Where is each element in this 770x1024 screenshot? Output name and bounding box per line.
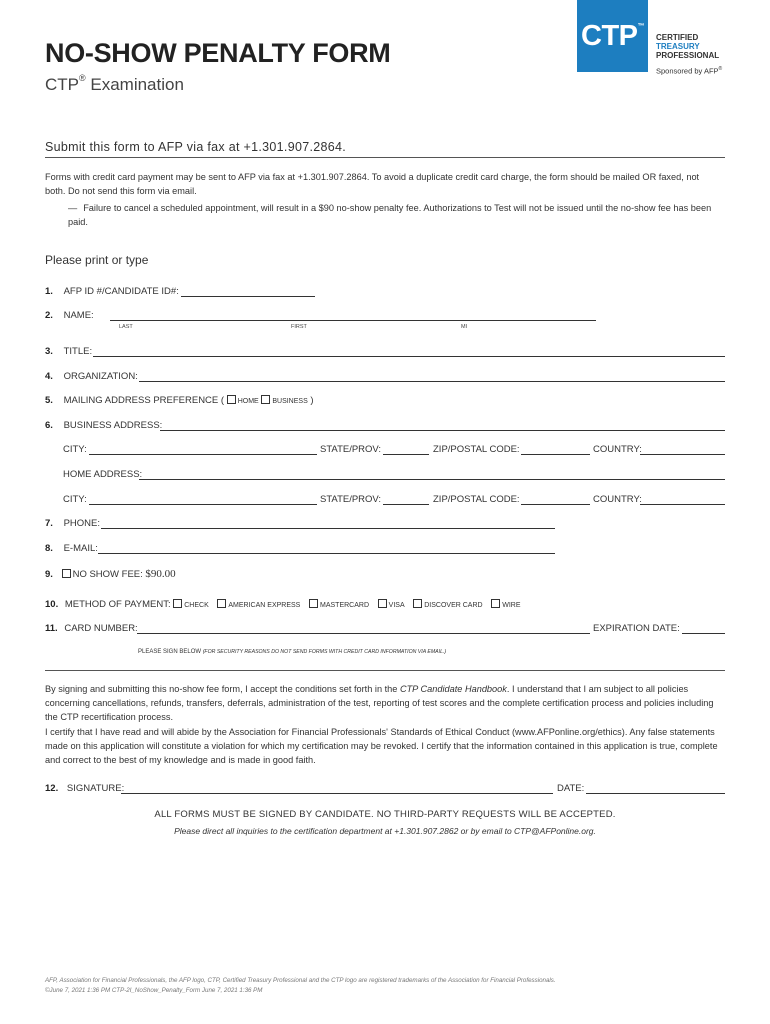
business-state-input[interactable] (383, 444, 429, 455)
form-version: ©June 7, 2021 1:36 PM CTP-2I_NoShow_Penalty_Form June 7, 2021 1:36 PM (45, 987, 263, 994)
city-label: CITY: (63, 494, 87, 505)
name-mi-label: MI (461, 324, 468, 330)
business-checkbox[interactable] (261, 395, 270, 404)
expiration-label: EXPIRATION DATE: (593, 623, 680, 634)
page-subtitle: CTP® Examination (45, 73, 184, 94)
wire-checkbox[interactable] (491, 599, 500, 608)
discover-checkbox[interactable] (413, 599, 422, 608)
field-business-address: 6. BUSINESS ADDRESS: (45, 420, 163, 431)
business-address-input[interactable] (160, 420, 725, 431)
name-last-label: LAST (119, 324, 133, 330)
zip-label: ZIP/POSTAL CODE: (433, 494, 520, 505)
amex-checkbox[interactable] (217, 599, 226, 608)
phone-input[interactable] (101, 518, 555, 529)
field-organization: 4. ORGANIZATION: (45, 371, 138, 382)
field-no-show-fee: 9. NO SHOW FEE: $90.00 (45, 568, 176, 580)
page-title: NO-SHOW PENALTY FORM (45, 38, 391, 68)
inquiries-note: Please direct all inquiries to the certification department at +1.301.907.2862 or by email to CTP@AFPonline.org. (174, 826, 596, 836)
check-checkbox[interactable] (173, 599, 182, 608)
business-zip-input[interactable] (521, 444, 590, 455)
home-zip-input[interactable] (521, 494, 590, 505)
terms-paragraph: By signing and submitting this no-show fee form, I accept the conditions set forth in the CTP Candidate Handbook. I understand that I am subject to all policies concerning cancellations, refunds, transfers, deferrals, administration of the test, reporting of test scores and the complete certification process and policies including the CTP recertification process. (45, 684, 714, 722)
expiration-input[interactable] (682, 623, 725, 634)
field-phone: 7. PHONE: (45, 518, 101, 529)
home-address-input[interactable] (139, 469, 725, 480)
state-label: STATE/PROV: (320, 494, 382, 505)
field-signature: 12. SIGNATURE: (45, 783, 125, 794)
home-country-input[interactable] (640, 494, 725, 505)
zip-label: ZIP/POSTAL CODE: (433, 444, 520, 455)
home-state-input[interactable] (383, 494, 429, 505)
card-number-input[interactable] (137, 623, 590, 634)
organization-input[interactable] (139, 371, 725, 382)
fee-amount: $90.00 (145, 568, 176, 580)
date-label: DATE: (557, 783, 585, 794)
field-card-number: 11. CARD NUMBER: (45, 623, 138, 634)
home-address-label: HOME ADDRESS: (63, 469, 143, 480)
country-label: COUNTRY: (593, 494, 642, 505)
name-first-label: FIRST (291, 324, 307, 330)
name-input[interactable] (110, 310, 596, 321)
ctp-logo: CTP ™ (577, 0, 648, 72)
logo-sponsor: Sponsored by AFP® (656, 66, 723, 76)
field-name: 2. NAME: (45, 310, 94, 321)
field-afp-id: 1. AFP ID #/CANDIDATE ID#: (45, 286, 315, 297)
divider (45, 157, 725, 158)
trademark-notice: AFP, Association for Financial Professionals, the AFP logo, CTP, Certified Treasury Professional and the CTP logo are registered trademarks of the Association for Financial Professionals. (45, 977, 556, 984)
penalty-bullet: — Failure to cancel a scheduled appointment, will result in a $90 no-show penalty fee. Authorizations to Test will not be issued until the no-show fee has been paid. (68, 203, 712, 227)
no-show-fee-checkbox[interactable] (62, 569, 71, 578)
print-instruction: Please print or type (45, 253, 149, 267)
field-email: 8. E-MAIL: (45, 543, 98, 554)
sign-below-note: PLEASE SIGN BELOW (FOR SECURITY REASONS DO NOT SEND FORMS WITH CREDIT CARD INFORMATION VIA EMAIL.) (138, 649, 447, 655)
home-city-input[interactable] (89, 494, 317, 505)
title-input[interactable] (93, 346, 725, 357)
certification-paragraph: I certify that I have read and will abide by the Association for Financial Professionals' Standards of Ethical Conduct (www.AFPonline.org/ethics). Any false statements made on this application will constitute a violation for which my certification may be revoked. I certify that the information contained in this application is true, complete and correct to the best of my knowledge and is made in good faith. (45, 727, 718, 765)
field-payment-method: 10. METHOD OF PAYMENT: CHECK AMERICAN EXPRESS MASTERCARD VISA DISCOVER CARD WIRE (45, 599, 521, 610)
mastercard-checkbox[interactable] (309, 599, 318, 608)
home-checkbox[interactable] (227, 395, 236, 404)
footer (45, 976, 556, 996)
city-label: CITY: (63, 444, 87, 455)
fax-paragraph: Forms with credit card payment may be sent to AFP via fax at +1.301.907.2864. To avoid a duplicate credit card charge, the form should be mailed OR faxed, not both. Do not send this form via email. (45, 172, 700, 196)
date-input[interactable] (586, 783, 725, 794)
logo-wordmark: CERTIFIED TREASURY PROFESSIONAL (656, 33, 720, 60)
field-title: 3. TITLE: (45, 346, 93, 357)
submit-instruction: Submit this form to AFP via fax at +1.301.907.2864. (45, 140, 346, 154)
business-country-input[interactable] (640, 444, 725, 455)
signature-requirement: ALL FORMS MUST BE SIGNED BY CANDIDATE. NO THIRD-PARTY REQUESTS WILL BE ACCEPTED. (154, 809, 616, 820)
field-mailing-preference: 5. MAILING ADDRESS PREFERENCE ( HOME BUSINESS ) (45, 395, 314, 406)
state-label: STATE/PROV: (320, 444, 382, 455)
signature-input[interactable] (121, 783, 553, 794)
afp-id-input[interactable] (181, 286, 315, 297)
email-input[interactable] (98, 543, 555, 554)
divider (45, 670, 725, 671)
country-label: COUNTRY: (593, 444, 642, 455)
visa-checkbox[interactable] (378, 599, 387, 608)
business-city-input[interactable] (89, 444, 317, 455)
